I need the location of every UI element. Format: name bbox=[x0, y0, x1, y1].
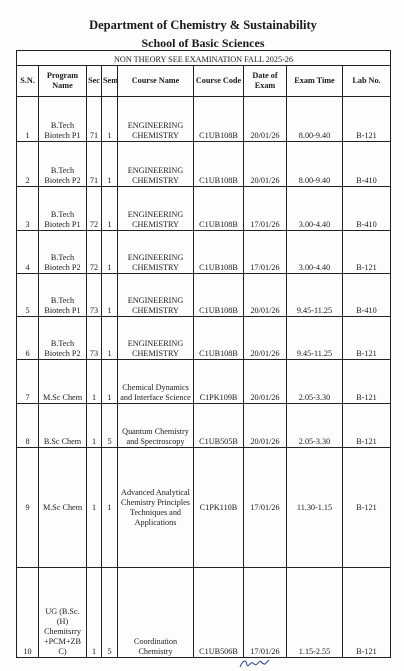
cell-program: B.Tech Biotech P2 bbox=[39, 317, 87, 360]
cell-course-code: C1UB108B bbox=[194, 274, 244, 317]
cell-lab: B-410 bbox=[343, 142, 391, 187]
cell-lab: B-410 bbox=[343, 274, 391, 317]
cell-time: 8.00-9.40 bbox=[287, 97, 343, 142]
table-row bbox=[17, 187, 391, 231]
cell-sec: 71 bbox=[87, 142, 102, 187]
cell-sem: 1 bbox=[102, 360, 118, 404]
header-lab: Lab No. bbox=[343, 66, 391, 97]
cell-sec: 1 bbox=[87, 404, 102, 448]
cell-time: 8.00-9.40 bbox=[287, 142, 343, 187]
header-sec: Sec bbox=[87, 66, 102, 97]
cell-sn: 10 bbox=[17, 568, 39, 658]
cell-program: B.Tech Biotech P2 bbox=[39, 231, 87, 274]
cell-date: 20/01/26 bbox=[244, 142, 287, 187]
cell-lab: B-121 bbox=[343, 97, 391, 142]
header-sn: S.N. bbox=[17, 66, 39, 97]
cell-date: 17/01/26 bbox=[244, 448, 287, 568]
cell-course-code: C1UB506B bbox=[194, 568, 244, 658]
cell-course-name: ENGINEERING CHEMISTRY bbox=[118, 187, 194, 231]
cell-sn: 1 bbox=[17, 97, 39, 142]
cell-date: 20/01/26 bbox=[244, 404, 287, 448]
cell-date: 20/01/26 bbox=[244, 317, 287, 360]
exam-schedule-table bbox=[16, 50, 391, 658]
cell-sem: 1 bbox=[102, 231, 118, 274]
cell-sec: 73 bbox=[87, 274, 102, 317]
cell-course-code: C1UB505B bbox=[194, 404, 244, 448]
cell-sn: 2 bbox=[17, 142, 39, 187]
cell-date: 17/01/26 bbox=[244, 568, 287, 658]
cell-sem: 1 bbox=[102, 317, 118, 360]
cell-course-name: Coordination Chemistry bbox=[118, 568, 194, 658]
cell-time: 3.00-4.40 bbox=[287, 187, 343, 231]
cell-time: 2.05-3.30 bbox=[287, 360, 343, 404]
cell-sn: 9 bbox=[17, 448, 39, 568]
cell-sem: 5 bbox=[102, 404, 118, 448]
cell-date: 17/01/26 bbox=[244, 187, 287, 231]
cell-sn: 8 bbox=[17, 404, 39, 448]
department-title: Department of Chemistry & Sustainability bbox=[89, 18, 317, 32]
header-program: Program Name bbox=[39, 66, 87, 97]
exam-title: NON THEORY SEE EXAMINATION FALL 2025-26 bbox=[17, 51, 391, 66]
cell-date: 20/01/26 bbox=[244, 274, 287, 317]
table-body bbox=[17, 97, 391, 658]
cell-program: B.Sc Chem bbox=[39, 404, 87, 448]
cell-course-name: ENGINEERING CHEMISTRY bbox=[118, 97, 194, 142]
cell-date: 17/01/26 bbox=[244, 231, 287, 274]
cell-sec: 71 bbox=[87, 97, 102, 142]
cell-sem: 5 bbox=[102, 568, 118, 658]
cell-course-code: C1PK110B bbox=[194, 448, 244, 568]
cell-time: 1.15-2.55 bbox=[287, 568, 343, 658]
header-course-code: Course Code bbox=[194, 66, 244, 97]
cell-sem: 1 bbox=[102, 448, 118, 568]
cell-time: 11.30-1.15 bbox=[287, 448, 343, 568]
cell-course-code: C1UB108B bbox=[194, 142, 244, 187]
cell-course-code: C1UB108B bbox=[194, 97, 244, 142]
header-date: Date of Exam bbox=[244, 66, 287, 97]
cell-sec: 72 bbox=[87, 187, 102, 231]
cell-sem: 1 bbox=[102, 97, 118, 142]
table-header-row bbox=[17, 66, 391, 97]
cell-lab: B-121 bbox=[343, 231, 391, 274]
cell-program: B.Tech Biotech P2 bbox=[39, 142, 87, 187]
table-row bbox=[17, 274, 391, 317]
table-row bbox=[17, 404, 391, 448]
cell-course-name: ENGINEERING CHEMISTRY bbox=[118, 142, 194, 187]
cell-time: 9.45-11.25 bbox=[287, 317, 343, 360]
cell-sec: 1 bbox=[87, 360, 102, 404]
cell-course-code: C1UB108B bbox=[194, 187, 244, 231]
table-row bbox=[17, 231, 391, 274]
cell-lab: B-121 bbox=[343, 404, 391, 448]
cell-sec: 1 bbox=[87, 568, 102, 658]
table-row bbox=[17, 142, 391, 187]
cell-time: 3.00-4.40 bbox=[287, 231, 343, 274]
table-row bbox=[17, 97, 391, 142]
cell-program: B.Tech Biotech P1 bbox=[39, 274, 87, 317]
cell-sem: 1 bbox=[102, 142, 118, 187]
cell-sec: 72 bbox=[87, 231, 102, 274]
cell-sem: 1 bbox=[102, 274, 118, 317]
cell-time: 9.45-11.25 bbox=[287, 274, 343, 317]
cell-sn: 7 bbox=[17, 360, 39, 404]
table-row bbox=[17, 568, 391, 658]
cell-sn: 3 bbox=[17, 187, 39, 231]
cell-sec: 73 bbox=[87, 317, 102, 360]
cell-sn: 6 bbox=[17, 317, 39, 360]
table-row bbox=[17, 360, 391, 404]
cell-course-name: ENGINEERING CHEMISTRY bbox=[118, 317, 194, 360]
cell-course-name: ENGINEERING CHEMISTRY bbox=[118, 274, 194, 317]
cell-date: 20/01/26 bbox=[244, 97, 287, 142]
cell-sn: 4 bbox=[17, 231, 39, 274]
header-time: Exam Time bbox=[287, 66, 343, 97]
table-row bbox=[17, 448, 391, 568]
cell-course-name: Advanced Analytical Chemistry Principles Techniques and Applications bbox=[118, 448, 194, 568]
cell-course-name: Chemical Dynamics and Interface Science bbox=[118, 360, 194, 404]
cell-course-name: Quantum Chemistry and Spectroscopy bbox=[118, 404, 194, 448]
cell-program: M.Sc Chem bbox=[39, 360, 87, 404]
cell-course-name: ENGINEERING CHEMISTRY bbox=[118, 231, 194, 274]
header-course-name: Course Name bbox=[118, 66, 194, 97]
cell-lab: B-121 bbox=[343, 448, 391, 568]
cell-program: B.Tech Biotech P1 bbox=[39, 97, 87, 142]
cell-sn: 5 bbox=[17, 274, 39, 317]
cell-sem: 1 bbox=[102, 187, 118, 231]
cell-lab: B-121 bbox=[343, 568, 391, 658]
signature-mark bbox=[238, 656, 272, 670]
cell-course-code: C1UB108B bbox=[194, 231, 244, 274]
exam-title-row bbox=[17, 51, 391, 66]
header-sem: Sem bbox=[102, 66, 118, 97]
cell-program: UG (B.Sc. (H) Chemitsrry +PCM+ZB C) bbox=[39, 568, 87, 658]
cell-program: B.Tech Biotech P1 bbox=[39, 187, 87, 231]
cell-program: M.Sc Chem bbox=[39, 448, 87, 568]
table-row bbox=[17, 317, 391, 360]
cell-date: 20/01/26 bbox=[244, 360, 287, 404]
cell-sec: 1 bbox=[87, 448, 102, 568]
cell-lab: B-410 bbox=[343, 187, 391, 231]
cell-time: 2.05-3.30 bbox=[287, 404, 343, 448]
school-title: School of Basic Sciences bbox=[141, 36, 265, 50]
cell-course-code: C1UB108B bbox=[194, 317, 244, 360]
cell-lab: B-121 bbox=[343, 317, 391, 360]
cell-lab: B-121 bbox=[343, 360, 391, 404]
cell-course-code: C1PK109B bbox=[194, 360, 244, 404]
